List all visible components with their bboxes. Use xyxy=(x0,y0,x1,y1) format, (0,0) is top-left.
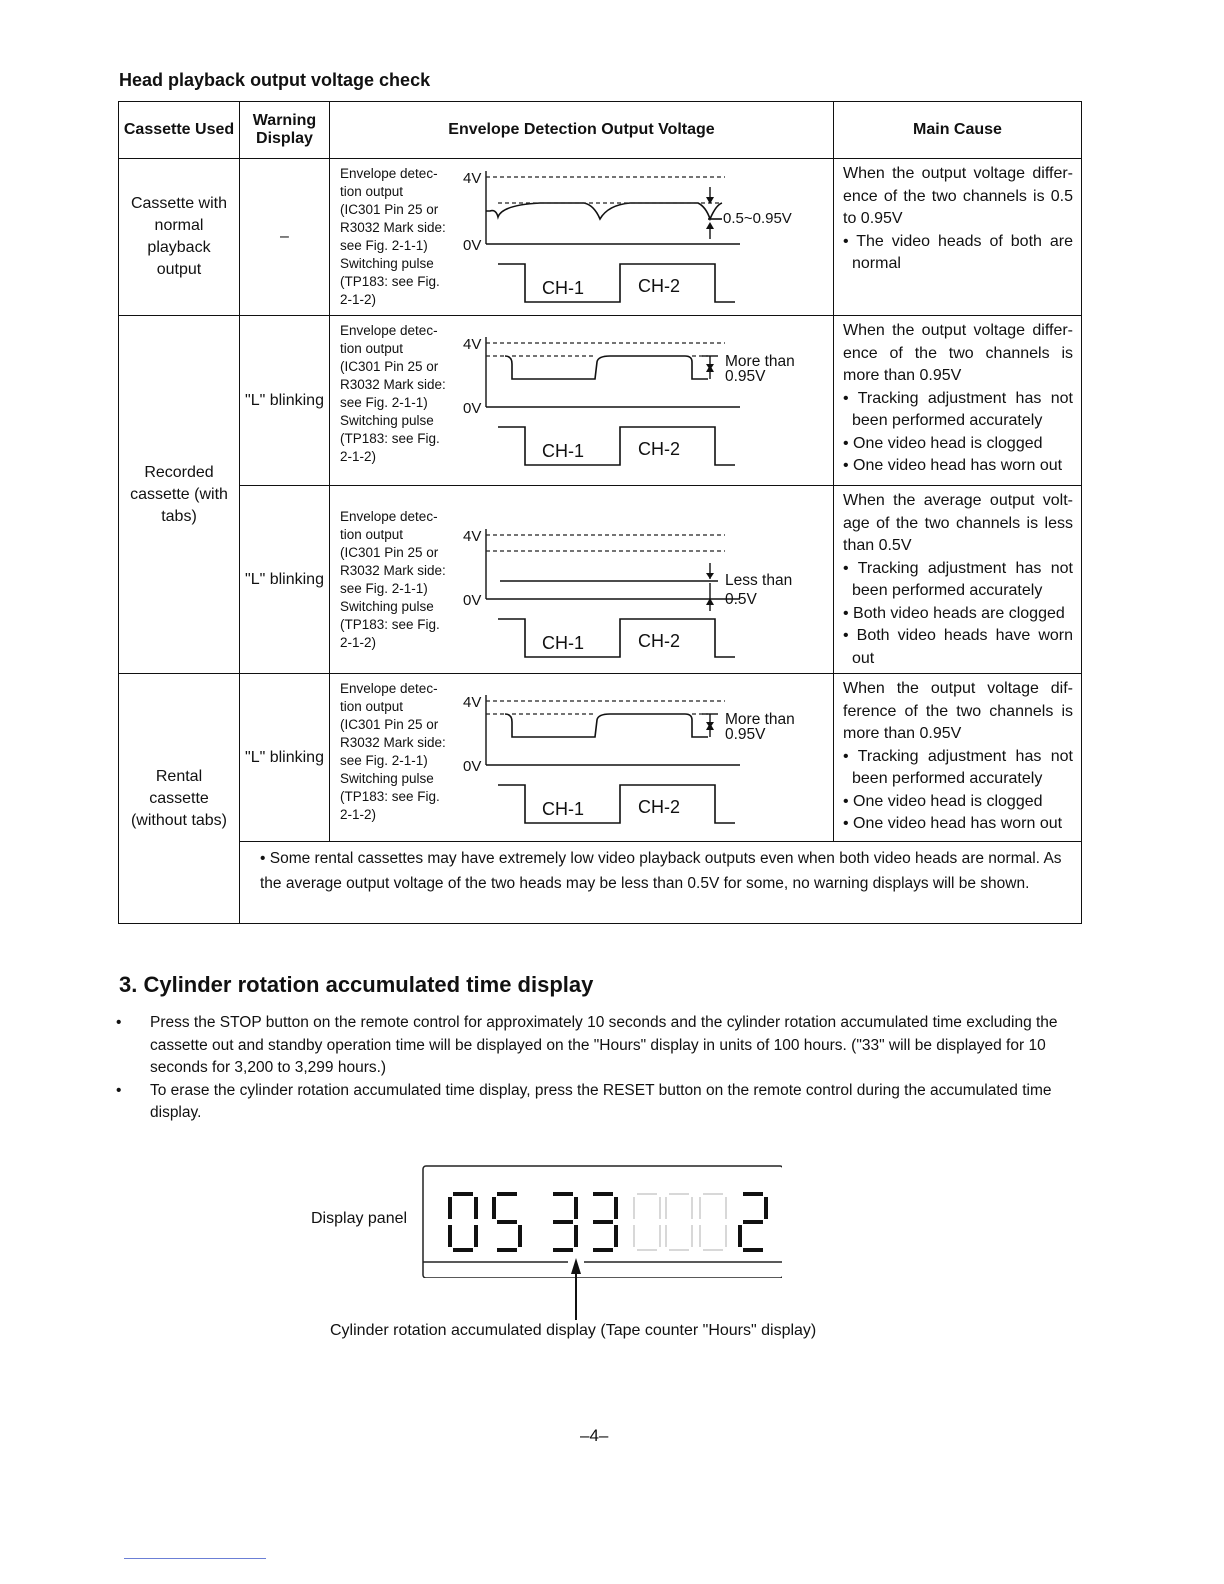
list-item: • Press the STOP button on the remote control for approximately 10 seconds and the cylinder rotation accumulated time excluding the cassette out and standby operation time will be displayed on the "Hours" display in units of 100 hours. ("33" will be displayed for 10 seconds for 3,200 to 3,299 hours.) xyxy=(116,1014,1058,1076)
voltage-label: More than xyxy=(725,711,795,728)
voltage-check-table xyxy=(118,101,1082,924)
envelope-text-line: Envelope detec- xyxy=(340,509,438,524)
envelope-text-line: 2-1-2) xyxy=(340,449,377,464)
label-0v: 0V xyxy=(463,400,482,417)
envelope-trace xyxy=(505,356,708,379)
cause-cell xyxy=(834,674,1082,842)
instruction-list xyxy=(116,1012,1082,1125)
envelope-text-line: (TP183: see Fig. xyxy=(340,789,440,804)
cause-bullet: • One video head has worn out xyxy=(843,457,1063,474)
label-ch2: CH-2 xyxy=(638,797,681,817)
arrow-head xyxy=(706,222,714,229)
label-4v: 4V xyxy=(463,528,482,545)
voltage-label: Less than xyxy=(725,572,793,589)
section-heading: 3. Cylinder rotation accumulated time display xyxy=(119,972,594,997)
envelope-waveform xyxy=(460,159,830,316)
pointer-arrow-icon xyxy=(571,1258,581,1274)
warning-cell: – xyxy=(240,159,330,316)
envelope-text-line: tion output xyxy=(340,341,404,356)
warning-cell: "L" blinking xyxy=(240,316,330,486)
display-digit xyxy=(494,1194,520,1250)
arrow-head xyxy=(706,365,714,372)
label-ch2: CH-2 xyxy=(638,276,681,296)
list-item: • To erase the cylinder rotation accumulated time display, press the RESET button on the remote control during the accumulated time display. xyxy=(116,1081,1052,1121)
envelope-text-line: tion output xyxy=(340,184,404,199)
cassette-cell xyxy=(119,674,240,924)
cause-bullet: • Tracking adjustment has not been performed accurately xyxy=(843,747,1073,787)
label-0v: 0V xyxy=(463,237,482,254)
display-digit xyxy=(593,1194,616,1250)
label-ch1: CH-1 xyxy=(542,441,585,461)
display-digit xyxy=(634,1194,660,1250)
cassette-cell xyxy=(119,316,240,674)
label-0v: 0V xyxy=(463,758,482,775)
display-digit xyxy=(553,1194,576,1250)
cassette-cell xyxy=(119,159,240,316)
page-title: Head playback output voltage check xyxy=(119,70,431,90)
page-number: –4– xyxy=(580,1426,609,1445)
header-main-cause: Main Cause xyxy=(834,102,1082,159)
label-ch2: CH-2 xyxy=(638,439,681,459)
envelope-text-line: (TP183: see Fig. xyxy=(340,617,440,632)
envelope-text-line: Switching pulse xyxy=(340,599,434,614)
envelope-text-line: see Fig. 2-1-1) xyxy=(340,753,428,768)
voltage-label: More than xyxy=(725,353,795,370)
envelope-text-line: 2-1-2) xyxy=(340,635,377,650)
cassette-label: Rental cassette (without tabs) xyxy=(130,767,228,829)
envelope-text-line: (IC301 Pin 25 or xyxy=(340,545,439,560)
envelope-text-line: (TP183: see Fig. xyxy=(340,431,440,446)
arrow-head xyxy=(706,573,714,579)
switching-pulse xyxy=(498,427,735,465)
label-ch1: CH-1 xyxy=(542,799,585,819)
cause-bullet: • Both video heads have worn out xyxy=(843,627,1073,667)
label-4v: 4V xyxy=(463,694,482,711)
envelope-waveform xyxy=(460,486,830,674)
envelope-text-line: Envelope detec- xyxy=(340,323,438,338)
envelope-text-line: R3032 Mark side: xyxy=(340,377,446,392)
envelope-description xyxy=(340,322,465,466)
envelope-text-line: (IC301 Pin 25 or xyxy=(340,202,439,217)
envelope-text-line: Switching pulse xyxy=(340,771,434,786)
cassette-label: Recorded cassette (with tabs) xyxy=(130,463,228,525)
cause-cell xyxy=(834,316,1082,486)
envelope-text-line: R3032 Mark side: xyxy=(340,220,446,235)
rental-note: • Some rental cassettes may have extremely low video playback outputs even when both video heads are normal. As the average output voltage of the two heads may be less than 0.5V for some, no warning displays will be shown. xyxy=(240,842,1082,924)
envelope-text-line: (IC301 Pin 25 or xyxy=(340,717,439,732)
envelope-waveform xyxy=(460,674,830,842)
envelope-text-line: R3032 Mark side: xyxy=(340,563,446,578)
envelope-text-line: tion output xyxy=(340,699,404,714)
envelope-text-line: R3032 Mark side: xyxy=(340,735,446,750)
cause-bullet: • One video head is clogged xyxy=(843,792,1043,810)
display-digit xyxy=(666,1194,692,1250)
envelope-description xyxy=(340,508,465,652)
warning-cell: "L" blinking xyxy=(240,486,330,674)
envelope-text-line: tion output xyxy=(340,527,404,542)
header-envelope-voltage: Envelope Detection Output Voltage xyxy=(330,102,834,159)
header-cassette-used: Cassette Used xyxy=(119,102,240,159)
voltage-label: 0.95V xyxy=(725,726,766,743)
cause-cell xyxy=(834,159,1082,316)
cause-bullet: • One video head has worn out xyxy=(843,815,1063,832)
pointer-line xyxy=(575,1278,577,1320)
cause-bullet: • Both video heads are clogged xyxy=(843,604,1065,622)
switching-pulse xyxy=(498,785,735,823)
display-panel xyxy=(422,1164,782,1278)
envelope-text-line: (IC301 Pin 25 or xyxy=(340,359,439,374)
voltage-label: 0.5~0.95V xyxy=(723,210,792,227)
cause-intro: When the average output volt-age of the two channels is less than 0.5V xyxy=(843,492,1073,554)
voltage-label: 0.95V xyxy=(725,368,766,385)
display-digit xyxy=(740,1194,766,1250)
envelope-cell xyxy=(330,159,834,316)
arrow-head xyxy=(706,197,714,204)
envelope-text-line: see Fig. 2-1-1) xyxy=(340,581,428,596)
envelope-description xyxy=(340,680,465,824)
voltage-label: 0.5V xyxy=(725,591,757,608)
arrow-head xyxy=(706,723,714,730)
envelope-cell xyxy=(330,316,834,486)
display-panel-label: Display panel xyxy=(311,1210,408,1227)
display-digit xyxy=(450,1194,476,1250)
footer-rule xyxy=(124,1558,266,1559)
display-digit xyxy=(700,1194,726,1250)
label-ch1: CH-1 xyxy=(542,633,585,653)
cause-intro: When the output voltage dif-ference of the two channels is more than 0.95V xyxy=(843,680,1073,742)
cassette-label: Cassette with normal playback output xyxy=(130,195,228,278)
cause-bullet: • Tracking adjustment has not been performed accurately xyxy=(843,389,1073,429)
label-4v: 4V xyxy=(463,170,482,187)
envelope-cell xyxy=(330,486,834,674)
label-ch1: CH-1 xyxy=(542,278,585,298)
envelope-text-line: see Fig. 2-1-1) xyxy=(340,238,428,253)
cause-bullet: • One video head is clogged xyxy=(843,434,1043,452)
cause-bullet: • The video heads of both are normal xyxy=(843,232,1073,272)
warning-cell: "L" blinking xyxy=(240,674,330,842)
switching-pulse xyxy=(498,264,735,302)
display-caption: Cylinder rotation accumulated display (Tape counter "Hours" display) xyxy=(330,1322,817,1339)
envelope-waveform xyxy=(460,316,830,486)
envelope-text-line: Switching pulse xyxy=(340,413,434,428)
cause-bullet: • Tracking adjustment has not been performed accurately xyxy=(843,559,1073,599)
envelope-description xyxy=(340,165,465,309)
envelope-trace xyxy=(505,714,708,737)
switching-pulse xyxy=(498,619,735,657)
cause-intro: When the output voltage differ-ence of the two channels is 0.5 to 0.95V xyxy=(843,165,1073,227)
envelope-text-line: 2-1-2) xyxy=(340,292,377,307)
cause-cell xyxy=(834,486,1082,674)
envelope-text-line: 2-1-2) xyxy=(340,807,377,822)
label-4v: 4V xyxy=(463,336,482,353)
cause-intro: When the output voltage differ-ence of the two channels is more than 0.95V xyxy=(843,322,1073,384)
envelope-trace xyxy=(486,203,722,219)
envelope-cell xyxy=(330,674,834,842)
label-ch2: CH-2 xyxy=(638,631,681,651)
envelope-text-line: Switching pulse xyxy=(340,256,434,271)
envelope-text-line: see Fig. 2-1-1) xyxy=(340,395,428,410)
envelope-text-line: Envelope detec- xyxy=(340,166,438,181)
header-warning-display: Warning Display xyxy=(240,102,330,159)
label-0v: 0V xyxy=(463,592,482,609)
envelope-text-line: (TP183: see Fig. xyxy=(340,274,440,289)
envelope-text-line: Envelope detec- xyxy=(340,681,438,696)
